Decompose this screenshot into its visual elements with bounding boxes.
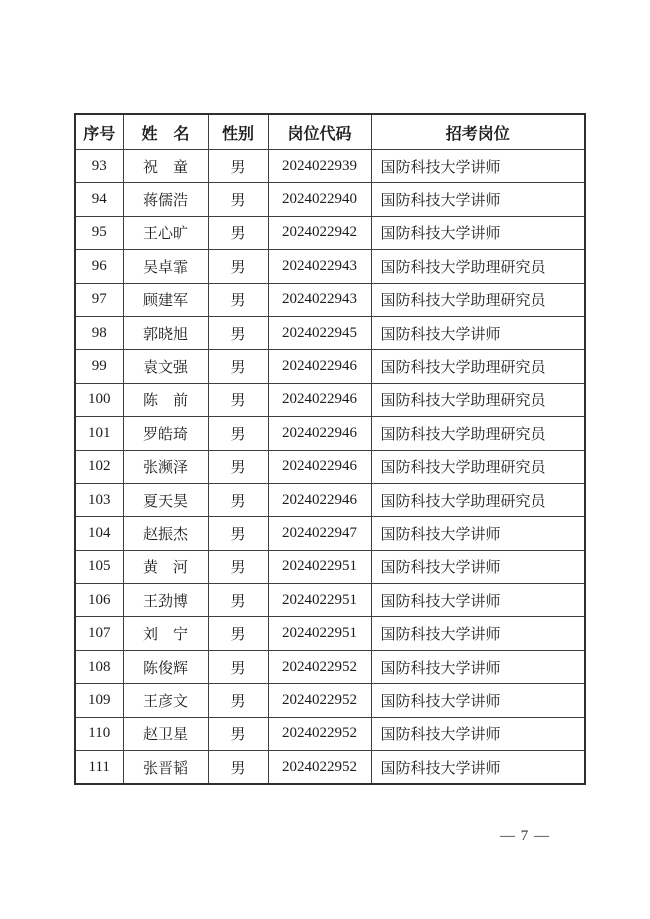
cell-position: 国防科技大学讲师: [371, 216, 585, 249]
cell-name: 袁文强: [123, 350, 208, 383]
cell-position: 国防科技大学讲师: [371, 517, 585, 550]
cell-index: 101: [75, 417, 123, 450]
cell-gender: 男: [208, 650, 268, 683]
cell-gender: 男: [208, 684, 268, 717]
header-position: 招考岗位: [371, 114, 585, 150]
cell-position: 国防科技大学助理研究员: [371, 250, 585, 283]
cell-job-code: 2024022951: [268, 584, 371, 617]
cell-job-code: 2024022947: [268, 517, 371, 550]
cell-index: 94: [75, 183, 123, 216]
cell-job-code: 2024022952: [268, 650, 371, 683]
cell-index: 104: [75, 517, 123, 550]
table-header-row: [75, 114, 585, 150]
cell-position: 国防科技大学讲师: [371, 751, 585, 785]
cell-job-code: 2024022946: [268, 383, 371, 416]
table-row: [75, 450, 585, 483]
table-row: [75, 383, 585, 416]
table-row: [75, 650, 585, 683]
cell-gender: 男: [208, 751, 268, 785]
cell-job-code: 2024022946: [268, 483, 371, 516]
table-row: [75, 150, 585, 183]
cell-job-code: 2024022946: [268, 450, 371, 483]
cell-index: 97: [75, 283, 123, 316]
cell-position: 国防科技大学讲师: [371, 316, 585, 349]
cell-position: 国防科技大学助理研究员: [371, 283, 585, 316]
cell-job-code: 2024022940: [268, 183, 371, 216]
cell-gender: 男: [208, 383, 268, 416]
table-row: [75, 417, 585, 450]
cell-gender: 男: [208, 250, 268, 283]
cell-name: 夏天昊: [123, 483, 208, 516]
table-row: [75, 717, 585, 750]
cell-gender: 男: [208, 517, 268, 550]
cell-gender: 男: [208, 183, 268, 216]
cell-job-code: 2024022951: [268, 550, 371, 583]
table-row: [75, 283, 585, 316]
cell-gender: 男: [208, 717, 268, 750]
cell-job-code: 2024022939: [268, 150, 371, 183]
cell-position: 国防科技大学讲师: [371, 684, 585, 717]
table-body: [75, 150, 585, 785]
cell-gender: 男: [208, 316, 268, 349]
table-row: [75, 584, 585, 617]
cell-gender: 男: [208, 350, 268, 383]
cell-position: 国防科技大学讲师: [371, 150, 585, 183]
cell-name: 王彦文: [123, 684, 208, 717]
cell-index: 106: [75, 584, 123, 617]
header-index: 序号: [75, 114, 123, 150]
header-name: 姓 名: [123, 114, 208, 150]
cell-name: 刘 宁: [123, 617, 208, 650]
cell-job-code: 2024022946: [268, 417, 371, 450]
cell-index: 93: [75, 150, 123, 183]
cell-index: 105: [75, 550, 123, 583]
cell-position: 国防科技大学助理研究员: [371, 383, 585, 416]
cell-index: 110: [75, 717, 123, 750]
cell-name: 张濒泽: [123, 450, 208, 483]
cell-gender: 男: [208, 584, 268, 617]
cell-job-code: 2024022951: [268, 617, 371, 650]
cell-index: 100: [75, 383, 123, 416]
page-number: — 7 —: [500, 828, 550, 844]
cell-position: 国防科技大学讲师: [371, 584, 585, 617]
cell-position: 国防科技大学讲师: [371, 717, 585, 750]
cell-index: 95: [75, 216, 123, 249]
table-row: [75, 684, 585, 717]
cell-name: 赵振杰: [123, 517, 208, 550]
cell-job-code: 2024022946: [268, 350, 371, 383]
cell-name: 罗皓琦: [123, 417, 208, 450]
table-row: [75, 216, 585, 249]
cell-gender: 男: [208, 483, 268, 516]
cell-name: 陈 前: [123, 383, 208, 416]
cell-position: 国防科技大学讲师: [371, 183, 585, 216]
cell-name: 祝 童: [123, 150, 208, 183]
cell-index: 108: [75, 650, 123, 683]
cell-name: 吴卓霏: [123, 250, 208, 283]
cell-job-code: 2024022945: [268, 316, 371, 349]
cell-index: 96: [75, 250, 123, 283]
cell-gender: 男: [208, 450, 268, 483]
table-row: [75, 617, 585, 650]
cell-position: 国防科技大学讲师: [371, 617, 585, 650]
cell-name: 赵卫星: [123, 717, 208, 750]
cell-name: 顾建军: [123, 283, 208, 316]
table-row: [75, 316, 585, 349]
cell-name: 陈俊辉: [123, 650, 208, 683]
cell-position: 国防科技大学讲师: [371, 650, 585, 683]
cell-job-code: 2024022952: [268, 717, 371, 750]
cell-index: 107: [75, 617, 123, 650]
cell-index: 109: [75, 684, 123, 717]
cell-gender: 男: [208, 617, 268, 650]
header-job-code: 岗位代码: [268, 114, 371, 150]
cell-job-code: 2024022943: [268, 283, 371, 316]
cell-name: 黄 河: [123, 550, 208, 583]
cell-gender: 男: [208, 216, 268, 249]
cell-position: 国防科技大学助理研究员: [371, 417, 585, 450]
cell-index: 98: [75, 316, 123, 349]
cell-position: 国防科技大学助理研究员: [371, 450, 585, 483]
table-row: [75, 751, 585, 785]
cell-job-code: 2024022952: [268, 751, 371, 785]
cell-position: 国防科技大学助理研究员: [371, 350, 585, 383]
cell-name: 郭晓旭: [123, 316, 208, 349]
cell-gender: 男: [208, 550, 268, 583]
cell-gender: 男: [208, 417, 268, 450]
cell-job-code: 2024022952: [268, 684, 371, 717]
table-row: [75, 250, 585, 283]
cell-name: 张晋韬: [123, 751, 208, 785]
table-row: [75, 517, 585, 550]
header-gender: 性别: [208, 114, 268, 150]
cell-gender: 男: [208, 283, 268, 316]
table-row: [75, 550, 585, 583]
cell-job-code: 2024022942: [268, 216, 371, 249]
recruitment-roster-table: [74, 113, 586, 785]
table-row: [75, 483, 585, 516]
cell-index: 99: [75, 350, 123, 383]
cell-index: 102: [75, 450, 123, 483]
cell-position: 国防科技大学助理研究员: [371, 483, 585, 516]
cell-name: 王心旷: [123, 216, 208, 249]
table-row: [75, 350, 585, 383]
cell-job-code: 2024022943: [268, 250, 371, 283]
cell-position: 国防科技大学讲师: [371, 550, 585, 583]
cell-name: 王劲博: [123, 584, 208, 617]
cell-name: 蒋儒浩: [123, 183, 208, 216]
cell-gender: 男: [208, 150, 268, 183]
cell-index: 103: [75, 483, 123, 516]
cell-index: 111: [75, 751, 123, 785]
table-row: [75, 183, 585, 216]
